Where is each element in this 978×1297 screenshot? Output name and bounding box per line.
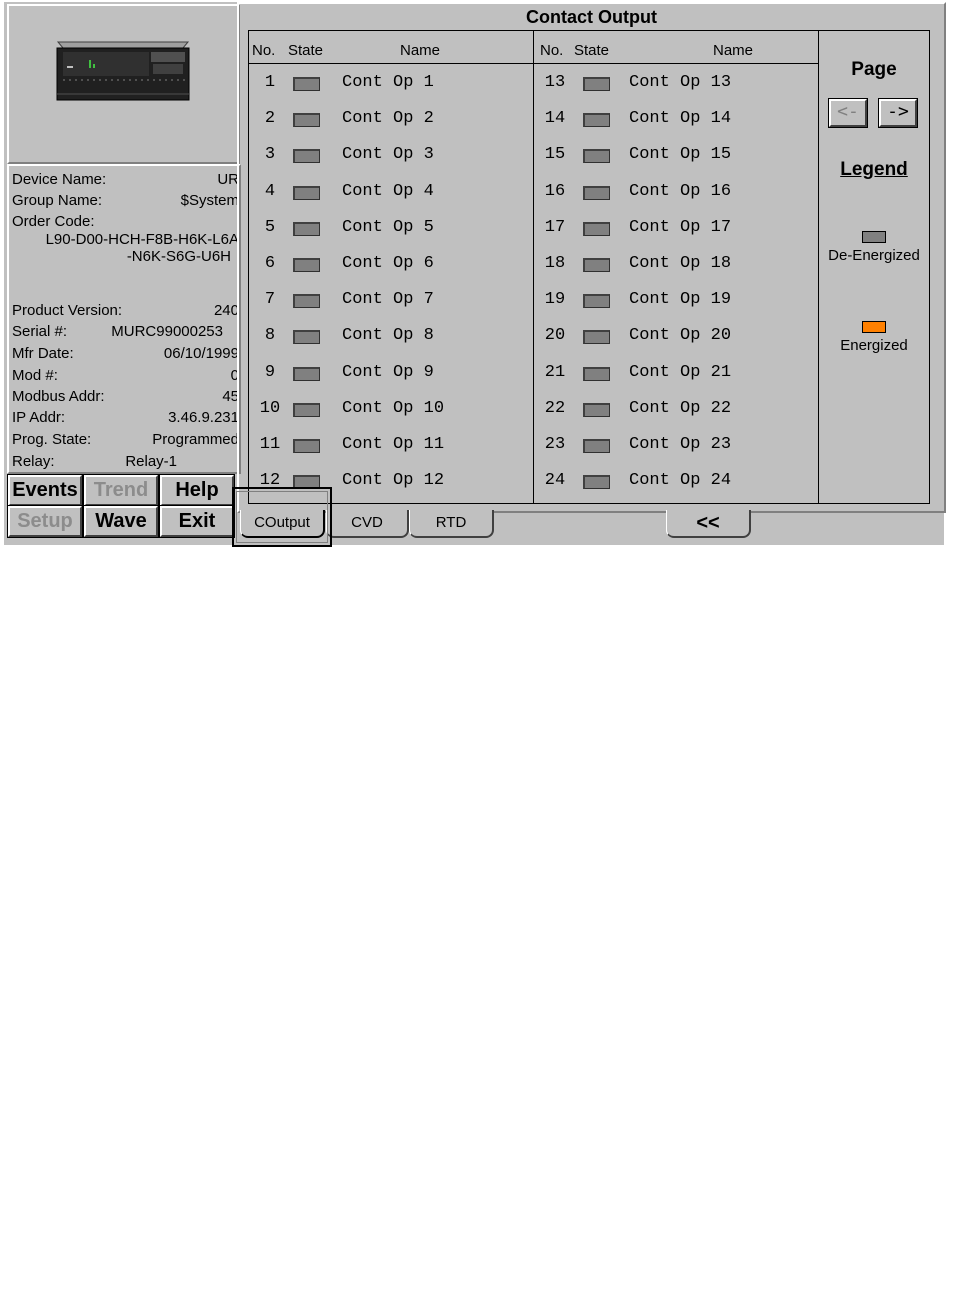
contact-number: 8	[264, 326, 276, 346]
contact-row	[249, 212, 533, 248]
state-indicator	[293, 294, 320, 308]
state-indicator	[583, 77, 610, 91]
device-name-row	[12, 170, 239, 190]
panel-title: Contact Output	[526, 7, 657, 27]
contact-number: 22	[544, 398, 566, 418]
contact-number: 10	[259, 398, 281, 418]
ip-value: 3.46.9.231	[168, 409, 239, 426]
contact-name: Cont Op 13	[629, 73, 732, 92]
contact-name: Cont Op 2	[342, 109, 434, 129]
contact-name: Cont Op 17	[629, 217, 732, 237]
contact-row	[249, 248, 533, 284]
contact-number: 1	[264, 73, 276, 92]
serial-value: MURC99000253	[111, 323, 223, 340]
state-indicator	[583, 367, 610, 381]
device-name-label: Device Name:	[12, 171, 107, 188]
contact-number: 6	[264, 254, 276, 273]
contact-column-left	[249, 31, 534, 503]
relay-label: Relay:	[12, 453, 55, 470]
contact-number: 20	[544, 326, 566, 346]
contact-row	[249, 429, 533, 465]
collapse-button[interactable]: <<	[666, 510, 751, 538]
contact-name: Cont Op 14	[629, 109, 732, 129]
contact-row	[534, 176, 818, 212]
state-indicator	[293, 222, 320, 236]
contact-column-right	[534, 31, 819, 503]
events-button[interactable]: Events	[8, 475, 82, 506]
contact-row	[249, 103, 533, 139]
contact-number: 2	[264, 109, 276, 129]
state-indicator	[293, 330, 320, 344]
mod-value: 0	[230, 367, 239, 384]
product-version-value: 240	[213, 302, 239, 319]
help-button[interactable]: Help	[160, 475, 234, 506]
contact-row	[534, 284, 818, 320]
state-indicator	[293, 77, 320, 91]
contact-name: Cont Op 20	[629, 326, 732, 346]
prev-page-button[interactable]: <-	[829, 99, 867, 127]
state-indicator	[293, 149, 320, 163]
header-name: Name	[400, 42, 441, 59]
legend-label-energized: Energized	[840, 337, 908, 354]
contact-row	[534, 429, 818, 465]
state-indicator	[293, 403, 320, 417]
contact-number: 23	[544, 435, 566, 454]
contact-number: 19	[544, 290, 566, 310]
state-indicator	[583, 186, 610, 200]
contact-name: Cont Op 19	[629, 290, 732, 310]
contact-number: 13	[544, 73, 566, 92]
contact-row	[534, 393, 818, 429]
next-page-button[interactable]: ->	[879, 99, 917, 127]
trend-button[interactable]: Trend	[84, 475, 158, 506]
command-buttons	[8, 475, 230, 537]
page-title: Page	[851, 59, 897, 80]
page-legend-panel	[819, 31, 929, 503]
contact-name: Cont Op 11	[342, 435, 445, 454]
legend-label-de-energized: De-Energized	[828, 247, 920, 264]
contact-name: Cont Op 24	[629, 471, 732, 491]
state-indicator	[583, 439, 610, 453]
contact-row	[249, 320, 533, 356]
contact-name: Cont Op 10	[342, 398, 445, 418]
mod-row	[12, 366, 239, 386]
contact-row	[249, 139, 533, 175]
header-name: Name	[713, 42, 754, 59]
contact-name: Cont Op 23	[629, 435, 732, 454]
contact-number: 11	[259, 435, 281, 454]
header-state: State	[574, 42, 610, 59]
state-indicator	[293, 258, 320, 272]
contact-output-table	[248, 30, 930, 504]
contact-number: 21	[544, 362, 566, 382]
group-name-value: $System	[180, 192, 239, 209]
mod-label: Mod #:	[12, 367, 58, 384]
device-info-panel	[7, 164, 241, 474]
wave-button[interactable]: Wave	[84, 506, 158, 537]
legend-title: Legend	[840, 159, 908, 180]
ur-relay-device-icon	[53, 36, 193, 106]
mfr-date-label: Mfr Date:	[12, 345, 74, 362]
prog-state-label: Prog. State:	[12, 431, 92, 448]
contact-name: Cont Op 5	[342, 217, 434, 237]
contact-row	[249, 393, 533, 429]
contact-number: 15	[544, 145, 566, 165]
contact-number: 7	[264, 290, 276, 310]
state-indicator	[583, 149, 610, 163]
contact-name: Cont Op 7	[342, 290, 434, 310]
group-name-label: Group Name:	[12, 192, 103, 209]
prog-state-value: Programmed	[152, 431, 239, 448]
contact-row	[534, 320, 818, 356]
tab-coutput[interactable]: COutput	[240, 510, 325, 538]
device-image-panel	[7, 4, 240, 164]
contact-number: 5	[264, 217, 276, 237]
order-code-value-line1: L90-D00-HCH-F8B-H6K-L6A	[45, 231, 239, 248]
order-code-row	[12, 212, 239, 232]
state-indicator	[583, 258, 610, 272]
relay-row	[12, 452, 239, 472]
contact-name: Cont Op 4	[342, 181, 434, 201]
contact-row	[534, 248, 818, 284]
device-name-value: UR	[217, 171, 239, 188]
modbus-label: Modbus Addr:	[12, 388, 105, 405]
contact-row	[534, 139, 818, 175]
contact-name: Cont Op 15	[629, 145, 732, 165]
contact-name: Cont Op 9	[342, 362, 434, 382]
contact-number: 16	[544, 181, 566, 201]
state-indicator	[293, 367, 320, 381]
contact-row	[534, 67, 818, 103]
state-indicator	[583, 113, 610, 127]
state-indicator	[583, 403, 610, 417]
modbus-value: 45	[222, 388, 239, 405]
contact-name: Cont Op 6	[342, 254, 434, 273]
serial-label: Serial #:	[12, 323, 68, 340]
tab-focus-rect	[232, 487, 332, 547]
order-code-label: Order Code:	[12, 213, 95, 230]
contact-number: 12	[259, 471, 281, 491]
contact-name: Cont Op 21	[629, 362, 732, 382]
legend-swatch-de-energized	[862, 231, 886, 243]
contact-number: 14	[544, 109, 566, 129]
state-indicator	[293, 186, 320, 200]
state-indicator	[293, 113, 320, 127]
contact-number: 3	[264, 145, 276, 165]
order-code-value-line2: -N6K-S6G-U6H	[126, 248, 231, 265]
exit-button[interactable]: Exit	[160, 506, 234, 537]
contact-row	[534, 212, 818, 248]
contact-output-panel	[237, 2, 946, 513]
contact-name: Cont Op 8	[342, 326, 434, 346]
contact-row	[534, 357, 818, 393]
ip-row	[12, 408, 239, 428]
mfr-date-value: 06/10/1999	[163, 345, 239, 362]
contact-row	[249, 176, 533, 212]
tab-cvd[interactable]: CVD	[326, 510, 409, 538]
header-no: No.	[540, 42, 564, 59]
contact-row	[249, 67, 533, 103]
mfr-date-row	[12, 344, 239, 364]
state-indicator	[583, 475, 610, 489]
contact-row	[249, 284, 533, 320]
header-state: State	[288, 42, 324, 59]
contact-name: Cont Op 16	[629, 181, 732, 201]
ip-label: IP Addr:	[12, 409, 66, 426]
contact-name: Cont Op 3	[342, 145, 434, 165]
product-version-row	[12, 301, 239, 321]
modbus-row	[12, 387, 239, 407]
header-no: No.	[252, 42, 276, 59]
contact-row	[534, 465, 818, 501]
contact-row	[534, 103, 818, 139]
contact-number: 24	[544, 471, 566, 491]
state-indicator	[293, 439, 320, 453]
column-header	[534, 31, 818, 64]
serial-row	[12, 322, 239, 342]
state-indicator	[583, 330, 610, 344]
contact-number: 4	[264, 181, 276, 201]
state-indicator	[583, 294, 610, 308]
contact-number: 17	[544, 217, 566, 237]
group-name-row	[12, 191, 239, 211]
setup-button[interactable]: Setup	[8, 506, 82, 537]
contact-name: Cont Op 1	[342, 73, 434, 92]
relay-monitor-window	[4, 2, 944, 545]
tab-rtd[interactable]: RTD	[409, 510, 494, 538]
legend-swatch-energized	[862, 321, 886, 333]
contact-name: Cont Op 22	[629, 398, 732, 418]
contact-number: 18	[544, 254, 566, 273]
contact-row	[249, 357, 533, 393]
relay-value: Relay-1	[125, 453, 177, 470]
contact-number: 9	[264, 362, 276, 382]
product-version-label: Product Version:	[12, 302, 123, 319]
contact-name: Cont Op 12	[342, 471, 445, 491]
prog-state-row	[12, 430, 239, 450]
state-indicator	[583, 222, 610, 236]
contact-name: Cont Op 18	[629, 254, 732, 273]
column-header	[249, 31, 533, 64]
